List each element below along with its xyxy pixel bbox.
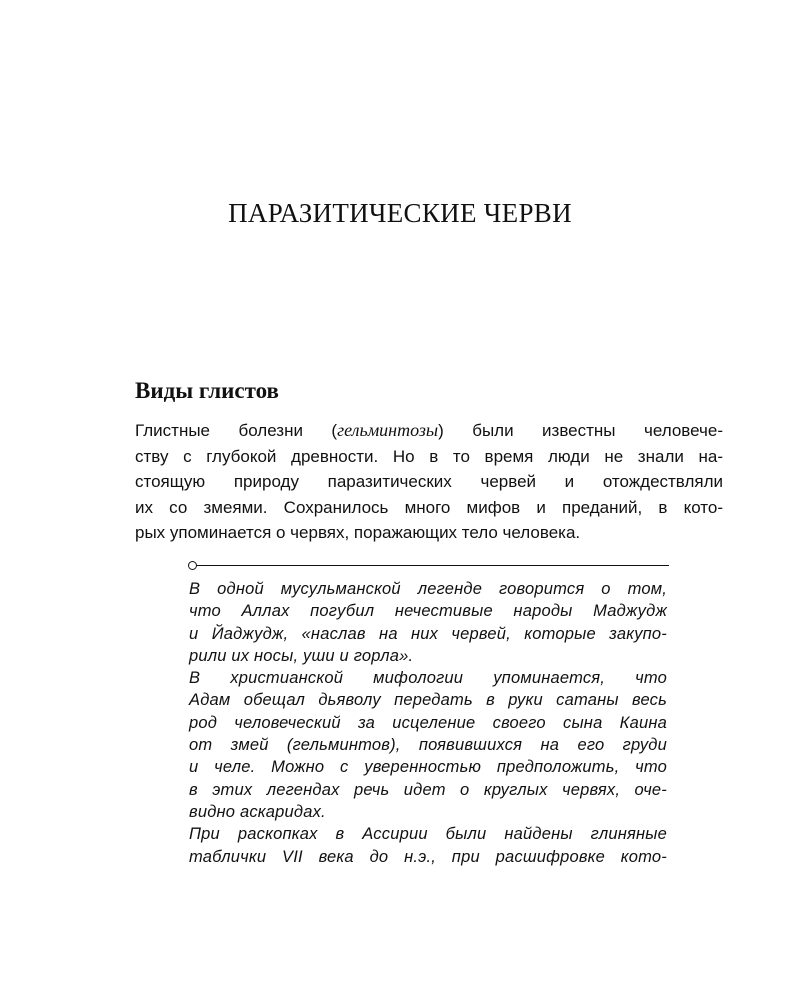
quote-line: таблички VII века до н.э., при расшифровке кото- bbox=[189, 847, 667, 866]
quote-line: и челе. Можно с уверенностью предположить, что bbox=[189, 758, 667, 777]
paragraph-line: ству с глубокой древности. Но в то время люди не знали на- bbox=[135, 446, 723, 466]
paragraph-line: рых упоминается о червях, поражающих тело человека. bbox=[135, 523, 581, 542]
legend-quote-block bbox=[189, 578, 667, 868]
quote-line: род человеческий за исцеление своего сына Каина bbox=[189, 713, 667, 732]
quote-line: видно аскаридах. bbox=[189, 802, 326, 821]
divider-line bbox=[197, 565, 669, 566]
quote-line: в этих легендах речь идет о круглых червях, оче- bbox=[189, 780, 667, 799]
quote-divider bbox=[188, 561, 669, 571]
paragraph-line: их со змеями. Сохранилось много мифов и преданий, в кото- bbox=[135, 497, 723, 517]
emphasized-term: гельминтозы bbox=[337, 420, 439, 440]
quote-line: В христианской мифологии упоминается, что bbox=[189, 669, 667, 688]
paragraph-line: Глистные болезни (гельминтозы) были известны человече- bbox=[135, 420, 723, 440]
quote-line: Адам обещал дьяволу передать в руки сатаны весь bbox=[189, 691, 667, 710]
quote-line: В одной мусульманской легенде говорится о том, bbox=[189, 580, 667, 598]
intro-paragraph bbox=[135, 418, 723, 546]
section-heading: Виды глистов bbox=[135, 378, 279, 403]
quote-line: что Аллах погубил нечестивые народы Маджудж bbox=[189, 602, 667, 621]
paragraph-line: стоящую природу паразитических червей и отождествляли bbox=[135, 472, 723, 491]
quote-line: При раскопках в Ассирии были найдены глиняные bbox=[189, 825, 667, 844]
quote-line: и Йаджудж, «наслав на них червей, которые закупо- bbox=[189, 624, 667, 643]
quote-line: от змей (гельминтов), появившихся на его груди bbox=[189, 736, 667, 755]
quote-paragraph bbox=[189, 578, 667, 667]
circle-bullet-icon bbox=[188, 561, 197, 570]
chapter-title: ПАРАЗИТИЧЕСКИЕ ЧЕРВИ bbox=[228, 198, 572, 228]
quote-paragraph bbox=[189, 667, 667, 823]
quote-line: рили их носы, уши и горла». bbox=[189, 646, 414, 665]
quote-paragraph bbox=[189, 823, 667, 868]
